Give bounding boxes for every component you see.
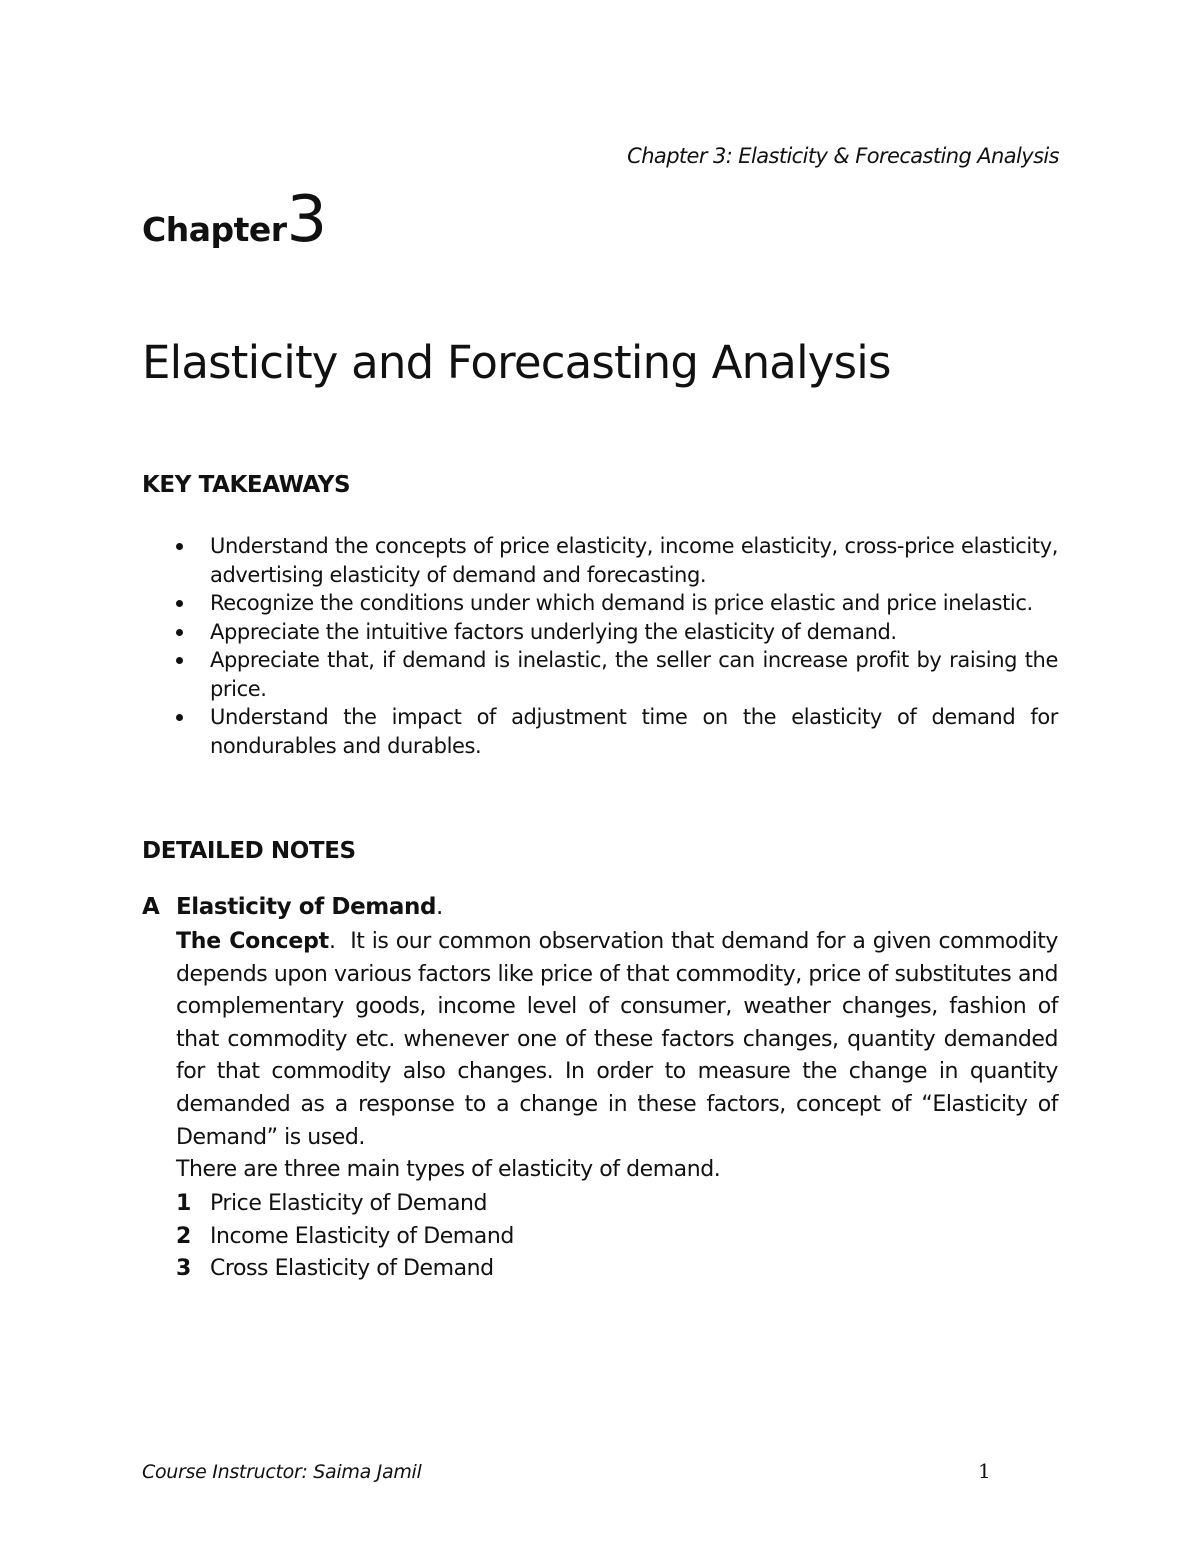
- detailed-notes-heading: DETAILED NOTES: [142, 838, 356, 864]
- chapter-number: 3: [286, 183, 328, 257]
- concept-lead-suffix: .: [328, 929, 336, 954]
- bullet-icon: [176, 657, 183, 664]
- bullet-icon: [176, 543, 183, 550]
- key-takeaways-list: [172, 532, 1058, 760]
- chapter-word: Chapter: [142, 210, 287, 249]
- section-title: Elasticity of Demand: [176, 894, 437, 920]
- bullet-icon: [176, 600, 183, 607]
- list-item-number: 2: [176, 1223, 191, 1249]
- bullet-icon: [176, 629, 183, 636]
- list-item: Understand the impact of adjustment time on the elasticity of demand for nondurables and durables.: [172, 703, 1058, 760]
- section-title-suffix: .: [436, 894, 443, 920]
- key-takeaways-heading: KEY TAKEAWAYS: [142, 472, 351, 498]
- concept-body: [176, 926, 1058, 1154]
- bullet-icon: [176, 714, 183, 721]
- concept-text: It is our common observation that demand for a given commodity depends upon various factors like price of that commodity, price of substitutes and complementary goods, income level of consumer, weather changes, fashion of that commodity etc. whenever one of these factors changes, quantity demanded for that commodity also changes. In order to measure the change in quantity demanded as a response to a change in these factors, concept of “Elasticity of Demand” is used.: [176, 929, 1058, 1150]
- list-item: Understand the concepts of price elasticity, income elasticity, cross-price elasticity, advertising elasticity of demand and forecasting.: [172, 532, 1058, 589]
- concept-tail: There are three main types of elasticity of demand.: [176, 1157, 721, 1183]
- list-item: Appreciate that, if demand is inelastic, the seller can increase profit by raising the price.: [172, 646, 1058, 703]
- list-item-label: Income Elasticity of Demand: [210, 1223, 514, 1249]
- running-header: Chapter 3: Elasticity & Forecasting Analysis: [627, 144, 1059, 168]
- page-number: 1: [978, 1459, 991, 1483]
- list-item: Appreciate the intuitive factors underlying the elasticity of demand.: [172, 618, 1058, 647]
- chapter-label: [142, 183, 328, 257]
- section-a-heading: [142, 894, 443, 920]
- elasticity-types-list: [176, 1188, 514, 1286]
- concept-paragraph: [176, 926, 1058, 1187]
- list-item-number: 1: [176, 1191, 191, 1216]
- list-item: Recognize the conditions under which demand is price elastic and price inelastic.: [172, 589, 1058, 618]
- chapter-title: Elasticity and Forecasting Analysis: [142, 336, 891, 389]
- list-item: [176, 1221, 514, 1254]
- concept-lead: The Concept: [176, 929, 329, 954]
- section-letter: A: [142, 894, 160, 920]
- list-item: [176, 1253, 514, 1286]
- list-item: [176, 1188, 514, 1221]
- footer-instructor: Course Instructor: Saima Jamil: [142, 1461, 422, 1483]
- list-item-label: Price Elasticity of Demand: [210, 1191, 487, 1216]
- list-item-label: Cross Elasticity of Demand: [210, 1256, 494, 1282]
- list-item-number: 3: [176, 1256, 191, 1282]
